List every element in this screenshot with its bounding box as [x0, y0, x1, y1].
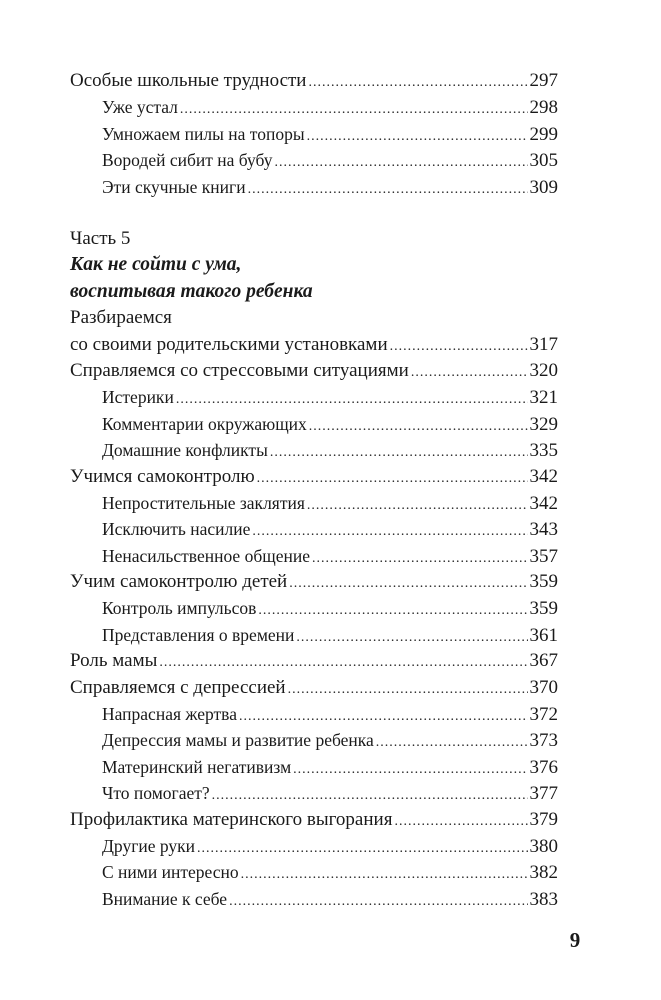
toc-entry-page: 329 [529, 413, 558, 435]
toc-leader-dots [307, 493, 528, 519]
toc-leader-dots [394, 809, 527, 835]
toc-top-list [70, 68, 558, 200]
toc-entry-first-line: Разбираемся [70, 307, 172, 329]
toc-entry [70, 648, 558, 674]
toc-entry-page: 297 [529, 70, 558, 91]
toc-entry-label: Уже устал [102, 97, 178, 118]
toc-entry-page: 380 [529, 835, 558, 857]
toc-entry-page: 335 [529, 440, 558, 462]
toc-leader-dots [309, 414, 528, 440]
toc-entry-page: 377 [529, 783, 558, 805]
toc-entry-label: Особые школьные трудности [70, 70, 307, 91]
toc-entry [70, 358, 558, 384]
toc-entry [70, 332, 558, 358]
toc-entry-page: 367 [529, 650, 558, 672]
toc-entry-label: Исключить насилие [102, 519, 251, 540]
toc-leader-dots [241, 862, 528, 888]
toc-leader-dots [288, 677, 528, 703]
toc-entry [70, 94, 558, 120]
toc-leader-dots [275, 150, 528, 176]
toc-entry-page: 382 [529, 862, 558, 884]
part-title-line-1: Как не сойти с ума, [70, 254, 242, 276]
toc-entry [70, 754, 558, 780]
toc-entry-label: Умножаем пилы на топоры [102, 123, 305, 144]
toc-main-list [70, 358, 558, 912]
toc-entry-page: 343 [529, 519, 558, 541]
toc-entry [70, 595, 558, 621]
toc-entry [70, 147, 558, 173]
toc-leader-dots [296, 625, 527, 651]
toc-entry-label: Контроль импульсов [102, 598, 257, 619]
toc-entry [70, 622, 558, 648]
toc-entry-label: Учим самоконтролю детей [70, 571, 288, 593]
toc-entry-label: Внимание к себе [102, 888, 228, 909]
toc-entry [70, 411, 558, 437]
toc-leader-dots [312, 546, 528, 572]
toc-entry-label: Учимся самоконтролю [70, 465, 255, 487]
toc-leader-dots [307, 124, 528, 150]
toc-entry [70, 807, 558, 833]
toc-entry-label: Вородей сибит на бубу [102, 150, 273, 171]
toc-entry-page: 299 [529, 123, 558, 145]
toc-entry-label: С ними интересно [102, 862, 239, 883]
toc-entry-label: Эти скучные книги [102, 176, 246, 197]
toc-entry [70, 833, 558, 859]
toc-entry-page: 309 [529, 176, 558, 198]
toc-entry-label: Роль мамы [70, 650, 158, 672]
toc-entry-label: Справляемся со стрессовыми ситуациями [70, 359, 409, 381]
toc-leader-dots [257, 466, 528, 492]
toc-entry-label: Домашние конфликты [102, 440, 268, 461]
toc-entry-page: 383 [529, 888, 558, 910]
toc-entry-label: Ненасильственное общение [102, 545, 310, 566]
toc-entry [70, 543, 558, 569]
toc-leader-dots [270, 440, 528, 466]
toc-entry-page: 320 [529, 359, 558, 381]
toc-leader-dots [293, 757, 527, 783]
toc-entry-page: 357 [529, 545, 558, 567]
toc-entry-page: 317 [529, 333, 558, 355]
toc-entry [70, 727, 558, 753]
toc-leader-dots [308, 70, 527, 96]
toc-entry [70, 490, 558, 516]
toc-entry-label: со своими родительскими установками [70, 333, 388, 355]
toc-entry-label: Профилактика материнского выгорания [70, 808, 393, 830]
table-of-contents [70, 68, 558, 912]
toc-entry-page: 372 [529, 704, 558, 726]
toc-leader-dots [411, 360, 528, 386]
part-number: Часть 5 [70, 227, 131, 249]
toc-entry-page: 305 [529, 150, 558, 172]
toc-entry-label: Справляемся с депрессией [70, 676, 286, 698]
toc-entry-page: 376 [529, 756, 558, 778]
toc-entry-label: Истерики [102, 387, 174, 408]
part-title-line-2: воспитывая такого ребенка [70, 280, 313, 302]
toc-entry-label: Комментарии окружающих [102, 413, 307, 434]
toc-entry-page: 342 [529, 465, 558, 487]
toc-entry [70, 780, 558, 806]
toc-leader-dots [376, 730, 528, 756]
toc-entry-page: 373 [529, 730, 558, 752]
toc-entry-label: Материнский негативизм [102, 756, 292, 777]
toc-leader-dots [197, 836, 527, 862]
section-gap [70, 200, 558, 226]
toc-entry-page: 342 [529, 492, 558, 514]
toc-entry [70, 701, 558, 727]
toc-entry-page: 321 [529, 387, 558, 409]
toc-entry [70, 437, 558, 463]
toc-entry [70, 859, 558, 885]
toc-leader-dots [390, 334, 528, 360]
toc-leader-dots [229, 889, 527, 915]
toc-entry-label: Что помогает? [102, 783, 210, 804]
toc-entry-page: 359 [529, 571, 558, 593]
toc-entry-label: Непростительные заклятия [102, 492, 305, 513]
toc-entry [70, 886, 558, 912]
toc-entry [70, 384, 558, 410]
toc-entry [70, 569, 558, 595]
toc-entry [70, 516, 558, 542]
toc-entry-page: 370 [529, 676, 558, 698]
toc-entry-label: Депрессия мамы и развитие ребенка [102, 730, 374, 751]
toc-entry-label: Напрасная жертва [102, 704, 237, 725]
toc-entry-label: Другие руки [102, 835, 196, 856]
toc-entry [70, 121, 558, 147]
toc-entry-page: 361 [529, 624, 558, 646]
toc-entry-page: 298 [529, 97, 558, 119]
page-number: 9 [569, 928, 581, 952]
toc-leader-dots [258, 598, 527, 624]
toc-leader-dots [289, 571, 527, 597]
toc-entry-page: 379 [529, 808, 558, 830]
toc-entry-label: Представления о времени [102, 624, 295, 645]
toc-entry [70, 174, 558, 200]
toc-entry [70, 68, 558, 94]
toc-entry [70, 464, 558, 490]
toc-leader-dots [248, 177, 528, 203]
toc-entry [70, 675, 558, 701]
toc-entry-page: 359 [529, 598, 558, 620]
toc-leader-dots [159, 650, 527, 676]
